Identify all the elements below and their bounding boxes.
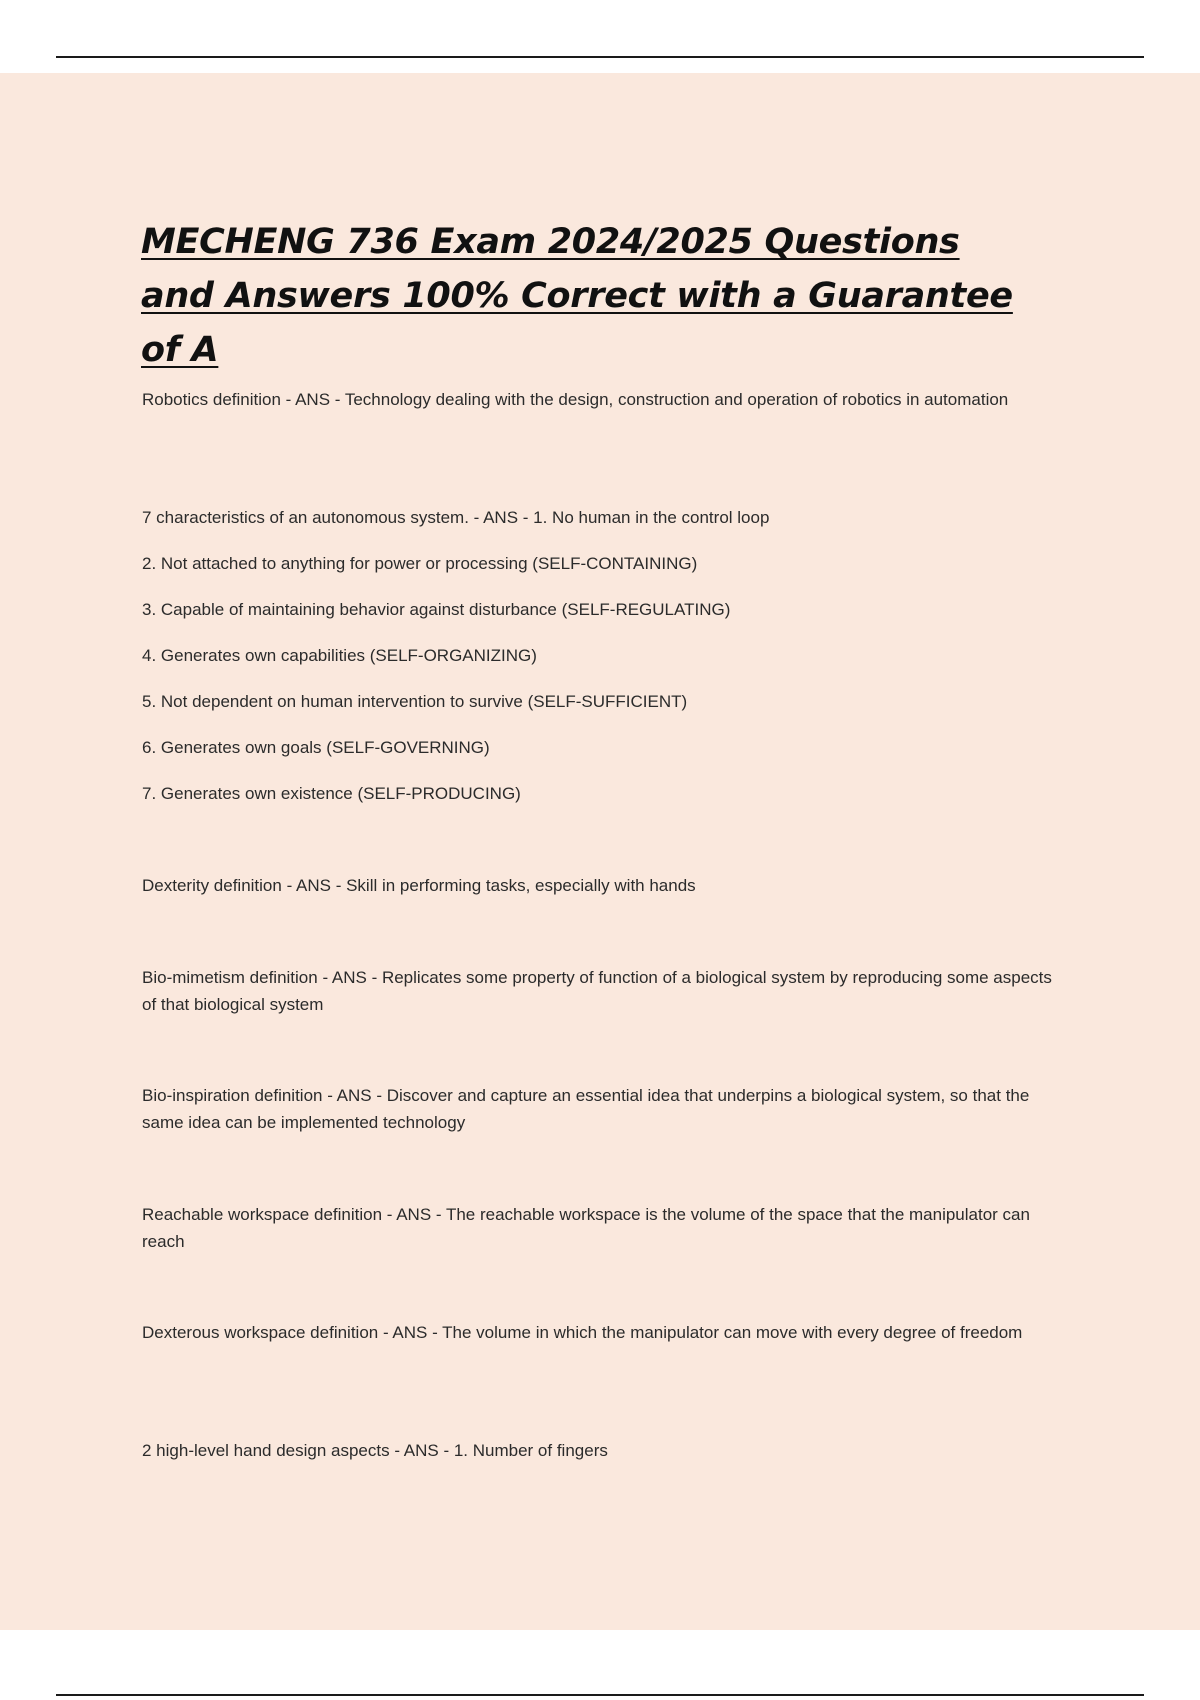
- qa-entry-robotics-definition: Robotics definition - ANS - Technology dealing with the design, construction and operation of robotics in automation: [142, 390, 1009, 409]
- qa-entry-dexterous-workspace-definition: Dexterous workspace definition - ANS - The volume in which the manipulator can move with every degree of freedom: [142, 1323, 1023, 1342]
- qa-entry-dexterity-definition: Dexterity definition - ANS - Skill in performing tasks, especially with hands: [142, 876, 696, 895]
- qa-entry-bio-mimetism-definition: Bio-mimetism definition - ANS - Replicates some property of function of a biological system by reproducing some aspects of that biological system: [142, 968, 1052, 1014]
- qa-entry-list-item-5: 5. Not dependent on human intervention to survive (SELF-SUFFICIENT): [142, 692, 688, 711]
- qa-entry-hand-design-aspects: 2 high-level hand design aspects - ANS - 1. Number of fingers: [142, 1441, 608, 1460]
- qa-entry-list-item-6: 6. Generates own goals (SELF-GOVERNING): [142, 738, 490, 757]
- qa-entry-autonomous-characteristics: 7 characteristics of an autonomous system. - ANS - 1. No human in the control loop: [142, 508, 770, 527]
- qa-entry-list-item-3: 3. Capable of maintaining behavior against disturbance (SELF-REGULATING): [142, 600, 731, 619]
- qa-entry-list-item-7: 7. Generates own existence (SELF-PRODUCING): [142, 784, 521, 803]
- qa-entry-reachable-workspace-definition: Reachable workspace definition - ANS - The reachable workspace is the volume of the space that the manipulator can reach: [142, 1205, 1030, 1251]
- qa-entry-list-item-2: 2. Not attached to anything for power or processing (SELF-CONTAINING): [142, 554, 698, 573]
- bottom-rule: [56, 1694, 1144, 1696]
- top-rule: [56, 56, 1144, 58]
- qa-entry-list-item-4: 4. Generates own capabilities (SELF-ORGANIZING): [142, 646, 537, 665]
- qa-entry-bio-inspiration-definition: Bio-inspiration definition - ANS - Discover and capture an essential idea that underpins a biological system, so that the same idea can be implemented technology: [142, 1086, 1030, 1132]
- document-title: MECHENG 736 Exam 2024/2025 Questions and Answers 100% Correct with a Guarantee of A: [141, 222, 1013, 370]
